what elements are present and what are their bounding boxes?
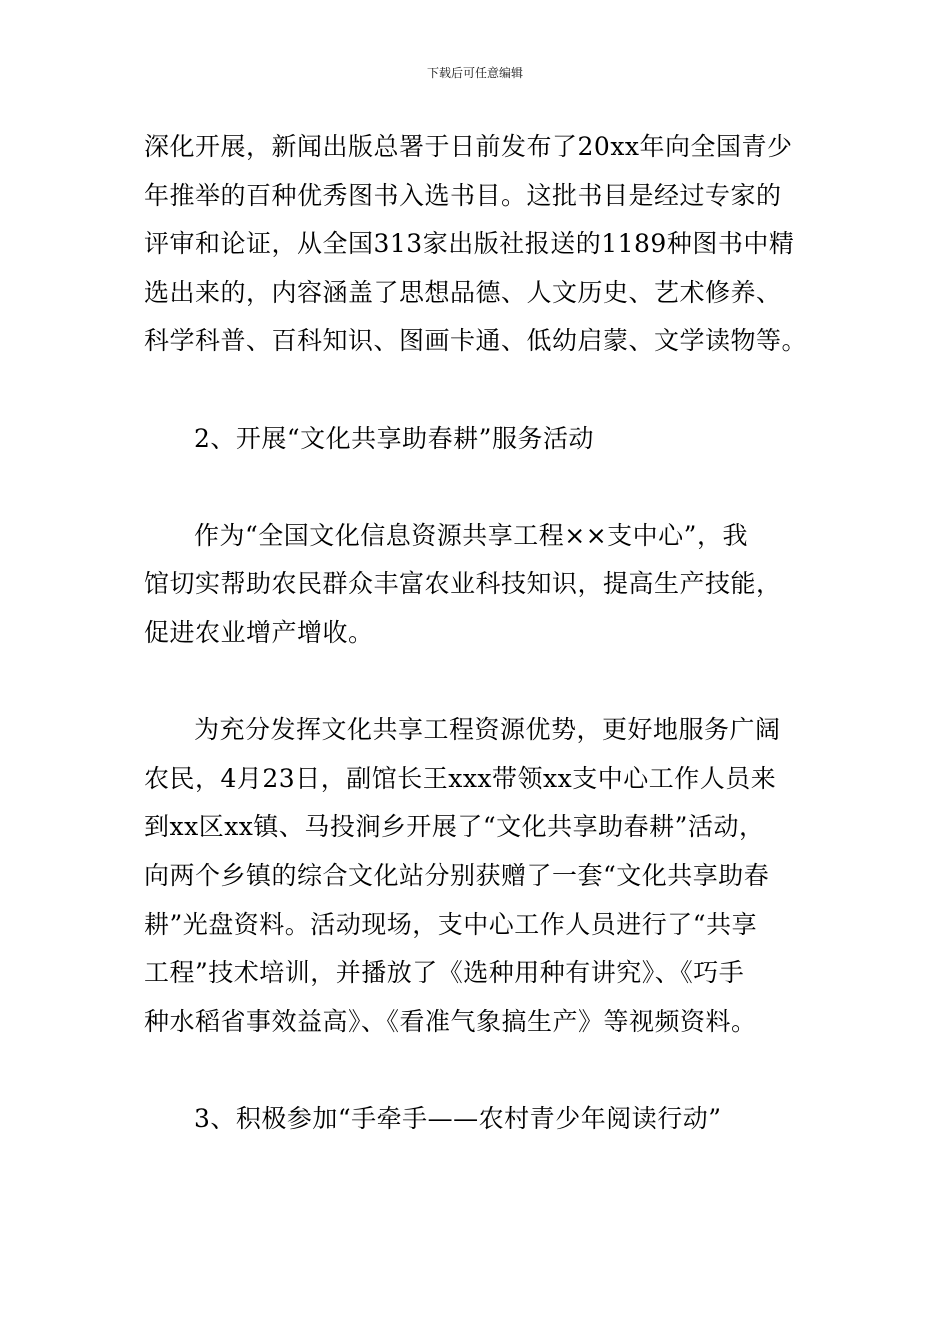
paragraph-support-center — [144, 512, 808, 658]
paragraph-gap — [144, 1046, 808, 1095]
text-line: 工程”技术培训，并播放了《选种用种有讲究》、《巧手 — [144, 958, 745, 988]
text-line: 深化开展，新闻出版总署于日前发布了20xx年向全国青少 — [144, 132, 793, 161]
document-body — [144, 123, 808, 1143]
text-line: 年推举的百种优秀图书入选书目。这批书目是经过专家的 — [144, 180, 782, 210]
text-line: 耕”光盘资料。活动现场，支中心工作人员进行了“共享 — [144, 909, 758, 939]
section-heading-2: 2、开展“文化共享助春耕”服务活动 — [194, 423, 594, 453]
text-line: 作为“全国文化信息资源共享工程××支中心”，我 — [194, 520, 748, 550]
paragraph-gap — [144, 366, 808, 415]
paragraph-gap — [144, 658, 808, 707]
text-line: 评审和论证，从全国313家出版社报送的1189种图书中精 — [144, 229, 795, 259]
text-line: 促进农业增产增收。 — [144, 617, 374, 647]
text-line: 种水稻省事效益高》、《看准气象搞生产》等视频资料。 — [144, 1006, 757, 1036]
text-line: 选出来的，内容涵盖了思想品德、人文历史、艺术修养、 — [144, 277, 782, 307]
paragraph-gap — [144, 463, 808, 512]
section-heading-3: 3、积极参加“手牵手——农村青少年阅读行动” — [194, 1103, 722, 1133]
text-line: 向两个乡镇的综合文化站分别获赠了一套“文化共享助春 — [144, 860, 770, 890]
text-line: 科学科普、百科知识、图画卡通、低幼启蒙、文学读物等。 — [144, 326, 808, 356]
text-line: 为充分发挥文化共享工程资源优势，更好地服务广阔 — [194, 715, 781, 745]
text-line: 到xx区xx镇、马投涧乡开展了“文化共享助春耕”活动， — [144, 812, 765, 842]
paragraph-spring-plowing-activity — [144, 706, 808, 1046]
page-header: 下载后可任意编辑 — [426, 66, 523, 80]
paragraph-book-list — [144, 123, 808, 366]
text-line: 农民，4月23日，副馆长王xxx带领xx支中心工作人员来 — [144, 763, 777, 793]
text-line: 馆切实帮助农民群众丰富农业科技知识，提高生产技能， — [144, 569, 782, 599]
